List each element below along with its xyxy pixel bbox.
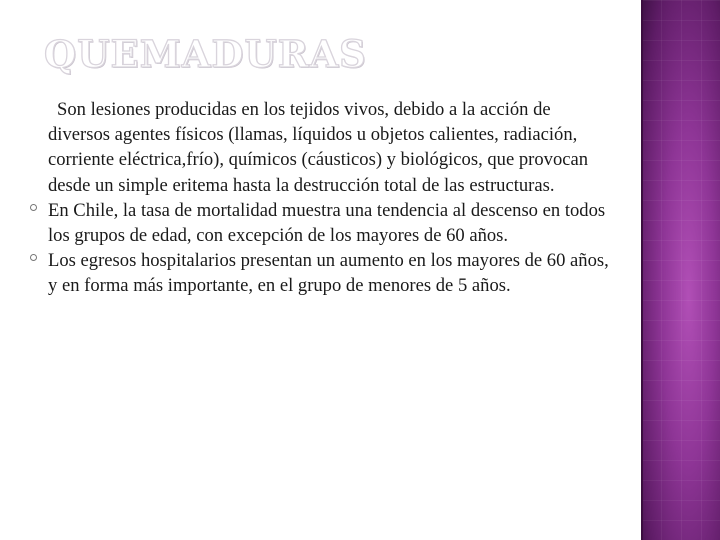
bullet-item-hospital (30, 248, 615, 298)
paragraph-definition (30, 97, 615, 198)
circle-bullet-icon (30, 254, 37, 261)
slide-title: QUEMADURAS (44, 32, 367, 76)
bullet-text: En Chile, la tasa de mortalidad muestra una tendencia al descenso en todos los grupos de edad, con excepción de los mayores de 60 años. (48, 199, 606, 247)
decorative-side-panel (641, 0, 720, 540)
circle-bullet-icon (30, 204, 37, 211)
bullet-text: Los egresos hospitalarios presentan un aumento en los mayores de 60 años, y en forma más importante, en el grupo de menores de 5 años. (48, 250, 609, 297)
slide-body (30, 97, 615, 299)
panel-edge (641, 0, 643, 540)
panel-grid-pattern (641, 0, 720, 540)
paragraph-text: Son lesiones producidas en los tejidos vivos, debido a la acción de diversos agentes físicos (llamas, líquidos u objetos calientes, radiación, corriente eléctrica,frío), químicos (cáusticos) y biológicos, que provocan desde un simple eritema hasta la destrucción total de las estructuras. (48, 99, 589, 196)
bullet-item-mortality (30, 198, 615, 248)
